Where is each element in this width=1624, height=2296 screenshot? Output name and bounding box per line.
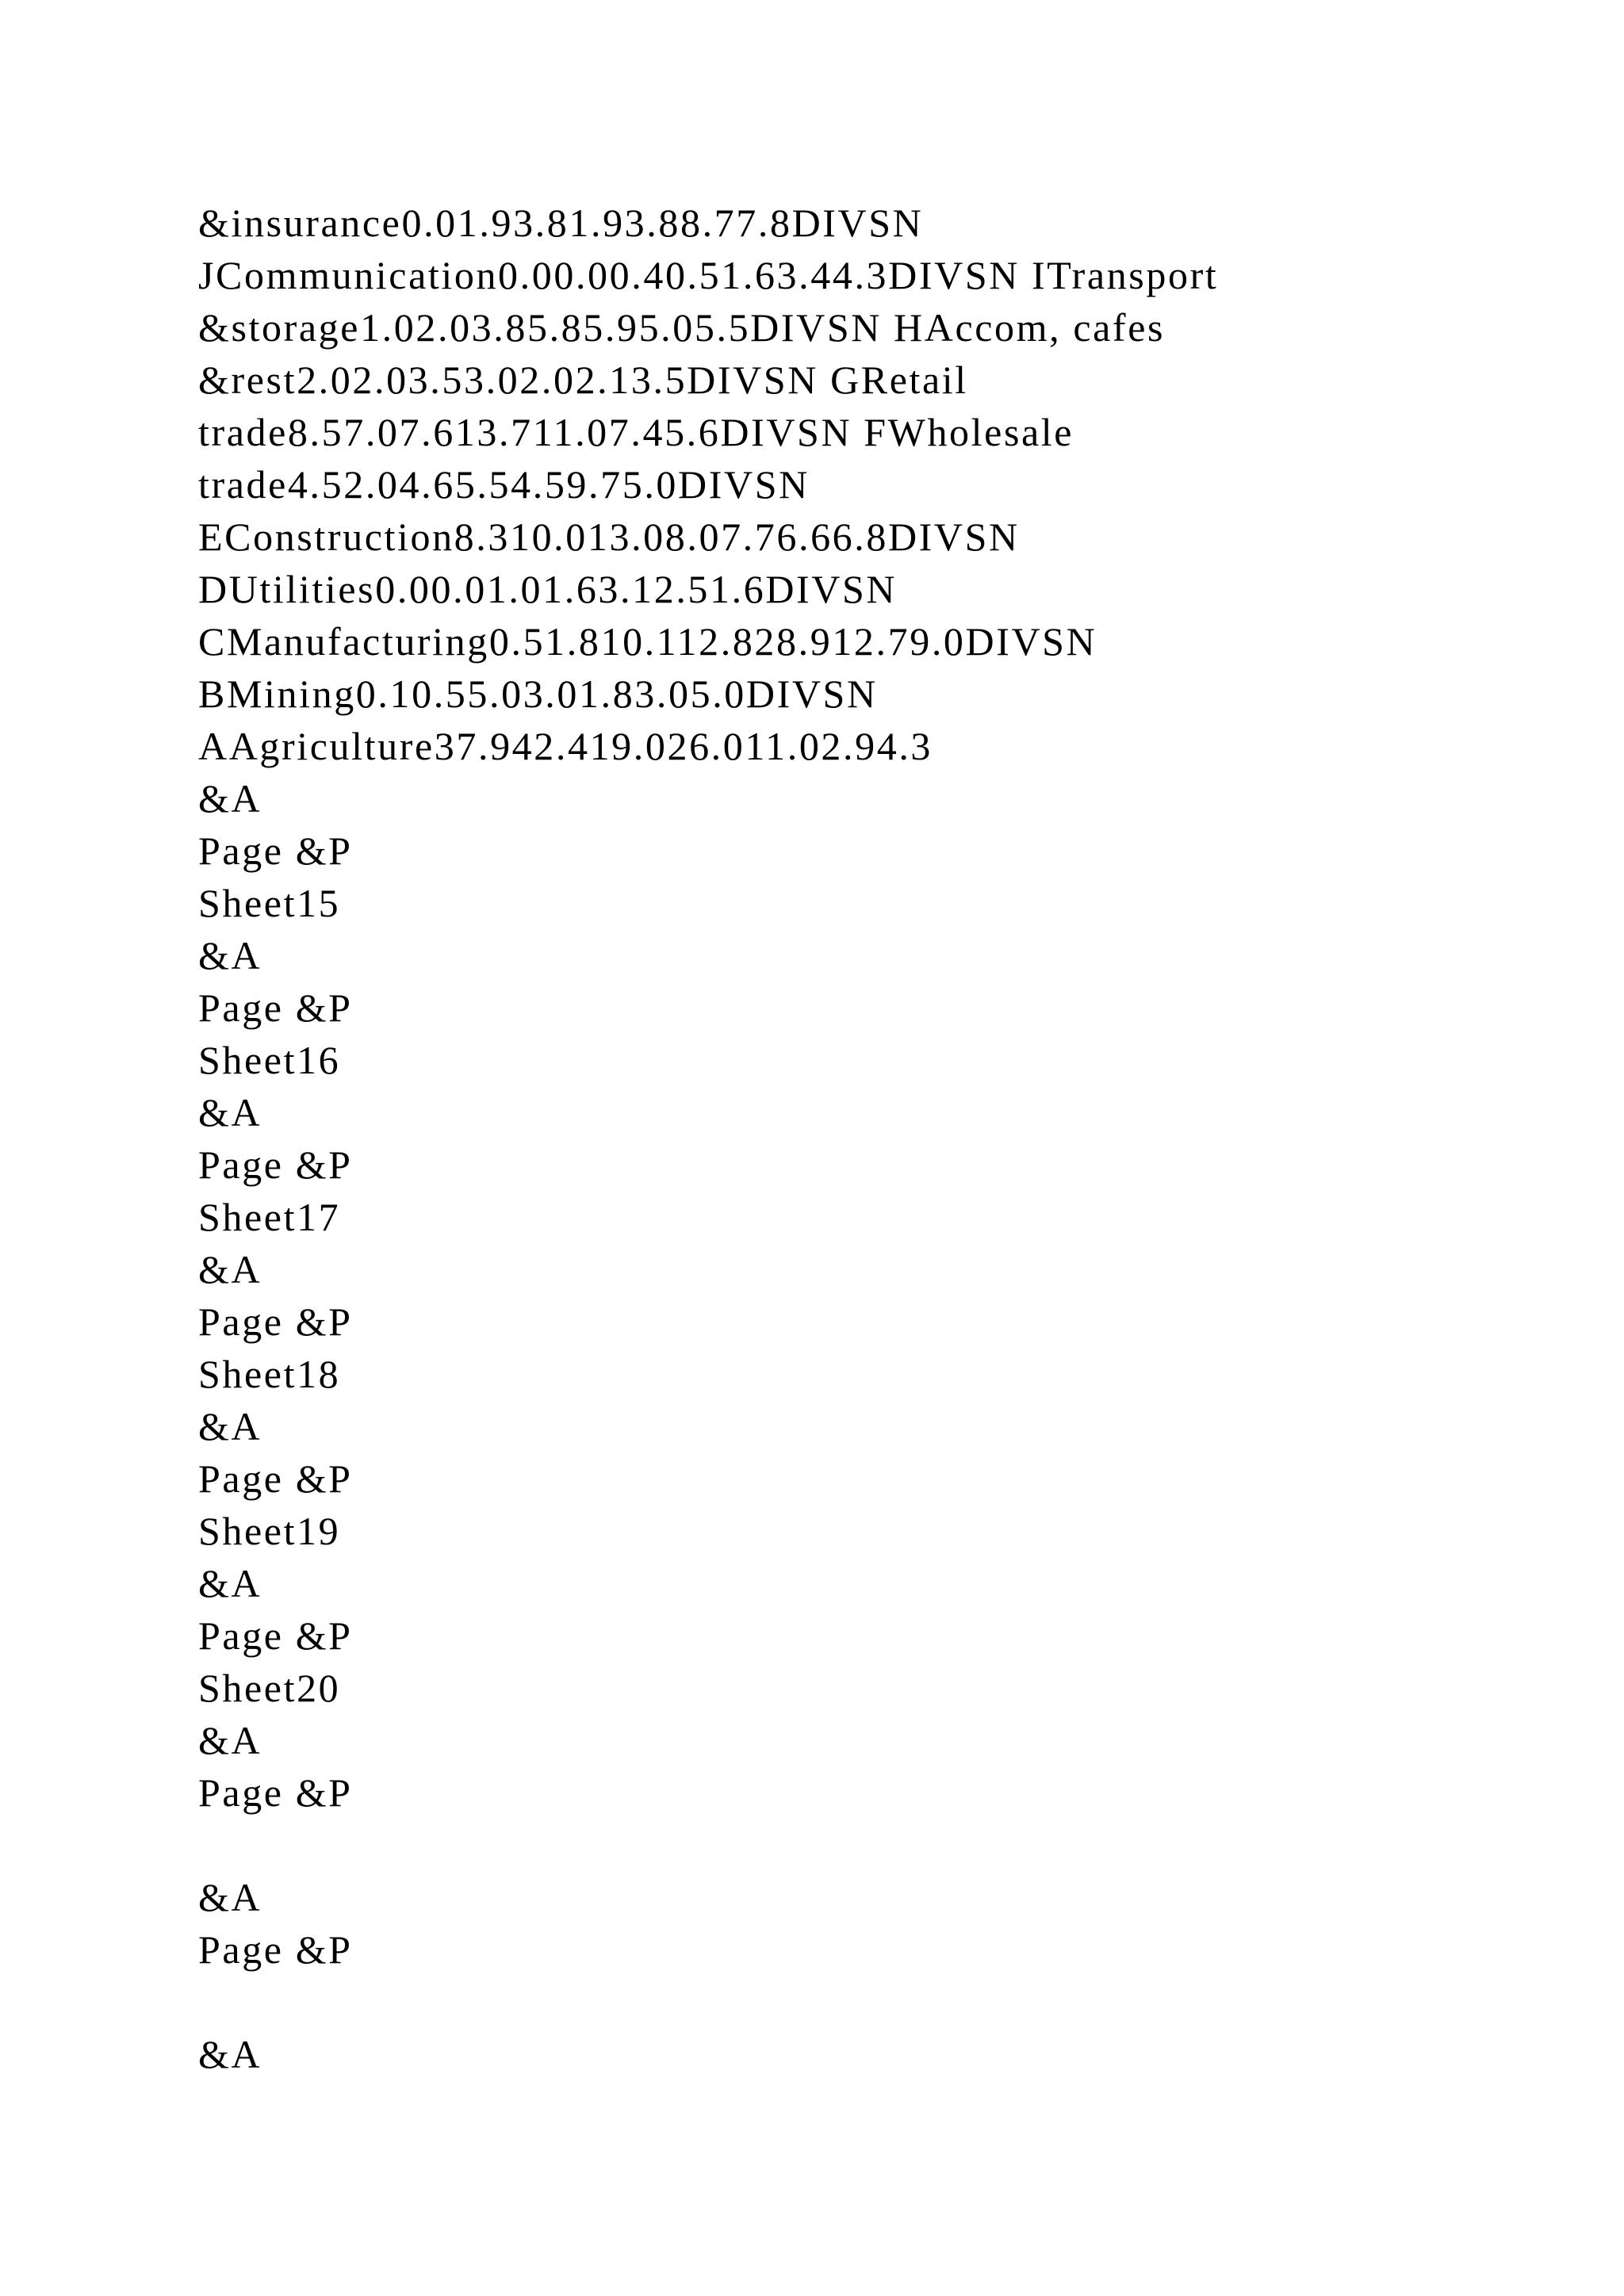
text-line: &A	[198, 776, 262, 821]
text-line: &rest2.02.03.53.02.02.13.5DIVSN GRetail	[198, 358, 968, 402]
text-line: BMining0.10.55.03.01.83.05.0DIVSN	[198, 672, 878, 716]
text-line: &A	[198, 1404, 262, 1448]
text-line: Sheet16	[198, 1038, 341, 1082]
document-text	[198, 197, 1546, 2080]
text-line: &A	[198, 2032, 262, 2076]
text-line: trade8.57.07.613.711.07.45.6DIVSN FWholesale	[198, 410, 1074, 454]
text-line: Sheet18	[198, 1352, 341, 1396]
text-line: Sheet19	[198, 1509, 341, 1553]
text-line: &A	[198, 1875, 262, 1919]
text-line: &storage1.02.03.85.85.95.05.5DIVSN HAccom, cafes	[198, 305, 1166, 350]
text-line: EConstruction8.310.013.08.07.76.66.8DIVSN	[198, 515, 1020, 559]
text-line: Sheet20	[198, 1666, 341, 1710]
text-line: CManufacturing0.51.810.112.828.912.79.0DIVSN	[198, 619, 1097, 664]
text-line: &A	[198, 1090, 262, 1135]
text-line: &A	[198, 1718, 262, 1762]
text-line: Page &P	[198, 828, 353, 873]
text-line: Sheet15	[198, 881, 341, 925]
text-line: Page &P	[198, 985, 353, 1030]
text-line: &A	[198, 1247, 262, 1292]
text-line: Page &P	[198, 1299, 353, 1344]
text-line: &A	[198, 933, 262, 978]
text-line: AAgriculture37.942.419.026.011.02.94.3	[198, 724, 933, 768]
text-line: Sheet17	[198, 1195, 341, 1239]
text-line: Page &P	[198, 1770, 353, 1815]
text-line: &insurance0.01.93.81.93.88.77.8DIVSN	[198, 201, 924, 245]
text-line: Page &P	[198, 1927, 353, 1972]
text-line: Page &P	[198, 1142, 353, 1187]
text-line: JCommunication0.00.00.40.51.63.44.3DIVSN ITransport	[198, 253, 1219, 297]
text-line: trade4.52.04.65.54.59.75.0DIVSN	[198, 462, 810, 507]
text-line: &A	[198, 1561, 262, 1605]
text-line: DUtilities0.00.01.01.63.12.51.6DIVSN	[198, 567, 898, 611]
text-line: Page &P	[198, 1613, 353, 1658]
blank-line	[198, 1819, 1546, 1871]
blank-line	[198, 1976, 1546, 2028]
text-line: Page &P	[198, 1456, 353, 1501]
